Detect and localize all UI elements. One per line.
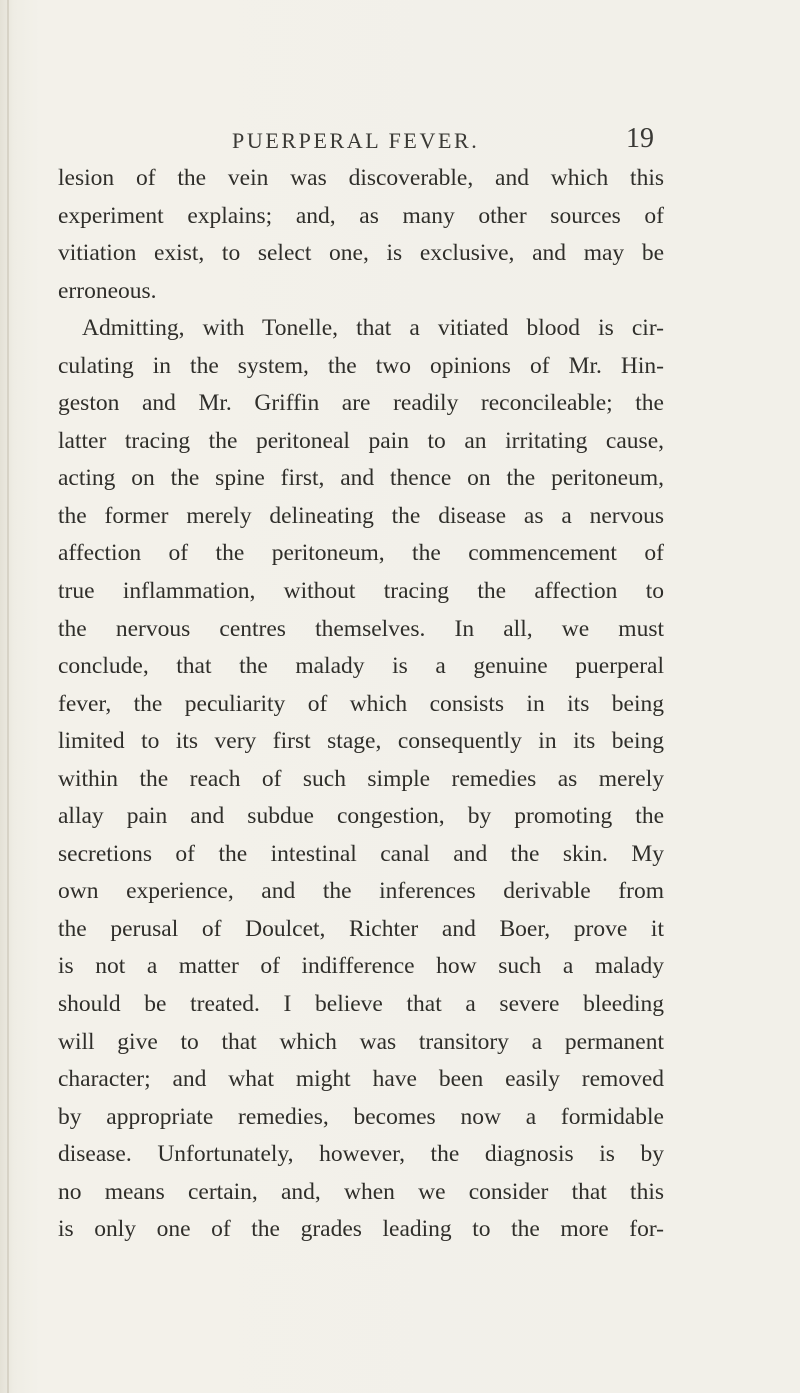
page-number: 19 xyxy=(626,123,654,154)
text-line: erroneous. xyxy=(58,277,157,304)
text-line: culating in the system, the two opinions of Mr. Hin- xyxy=(58,352,664,379)
text-line: affection of the peritoneum, the commencement of xyxy=(58,540,664,567)
text-line: secretions of the intestinal canal and the skin. My xyxy=(58,840,664,867)
text-line: vitiation exist, to select one, is exclusive, and may be xyxy=(58,240,664,267)
text-line: lesion of the vein was discoverable, and which this xyxy=(58,165,664,191)
text-line: the former merely delineating the disease as a nervous xyxy=(58,502,664,529)
text-line: Admitting, with Tonelle, that a vitiated blood is cir- xyxy=(82,315,664,342)
text-line: true inflammation, without tracing the affection to xyxy=(58,578,664,605)
text-line: allay pain and subdue congestion, by promoting the xyxy=(58,803,664,830)
text-line: by appropriate remedies, becomes now a formidable xyxy=(58,1103,664,1130)
page-header xyxy=(0,123,800,158)
text-line: is only one of the grades leading to the more for- xyxy=(58,1216,664,1243)
text-line: limited to its very first stage, consequently in its being xyxy=(58,728,664,755)
text-line: within the reach of such simple remedies as merely xyxy=(58,765,664,792)
body-text xyxy=(58,160,664,1249)
text-line: geston and Mr. Griffin are readily reconcileable; the xyxy=(58,390,664,417)
running-title: PUERPERAL FEVER. xyxy=(232,128,480,153)
text-line: should be treated. I believe that a severe bleeding xyxy=(58,991,664,1018)
text-line: acting on the spine first, and thence on the peritoneum, xyxy=(58,465,664,492)
text-line: own experience, and the inferences derivable from xyxy=(58,878,664,905)
text-line: fever, the peculiarity of which consists in its being xyxy=(58,690,664,717)
text-line: no means certain, and, when we consider that this xyxy=(58,1178,664,1205)
text-line: is not a matter of indifference how such a malady xyxy=(58,953,664,980)
text-line: disease. Unfortunately, however, the diagnosis is by xyxy=(58,1141,664,1168)
text-line: character; and what might have been easily removed xyxy=(58,1066,664,1093)
page-gutter-edge xyxy=(7,0,9,1393)
text-line: experiment explains; and, as many other sources of xyxy=(58,202,664,229)
text-line: the nervous centres themselves. In all, we must xyxy=(58,615,664,642)
text-line: conclude, that the malady is a genuine puerperal xyxy=(58,653,664,680)
text-line: latter tracing the peritoneal pain to an irritating cause, xyxy=(58,427,664,454)
text-line: will give to that which was transitory a permanent xyxy=(58,1028,664,1055)
text-line: the perusal of Doulcet, Richter and Boer, prove it xyxy=(58,915,664,942)
